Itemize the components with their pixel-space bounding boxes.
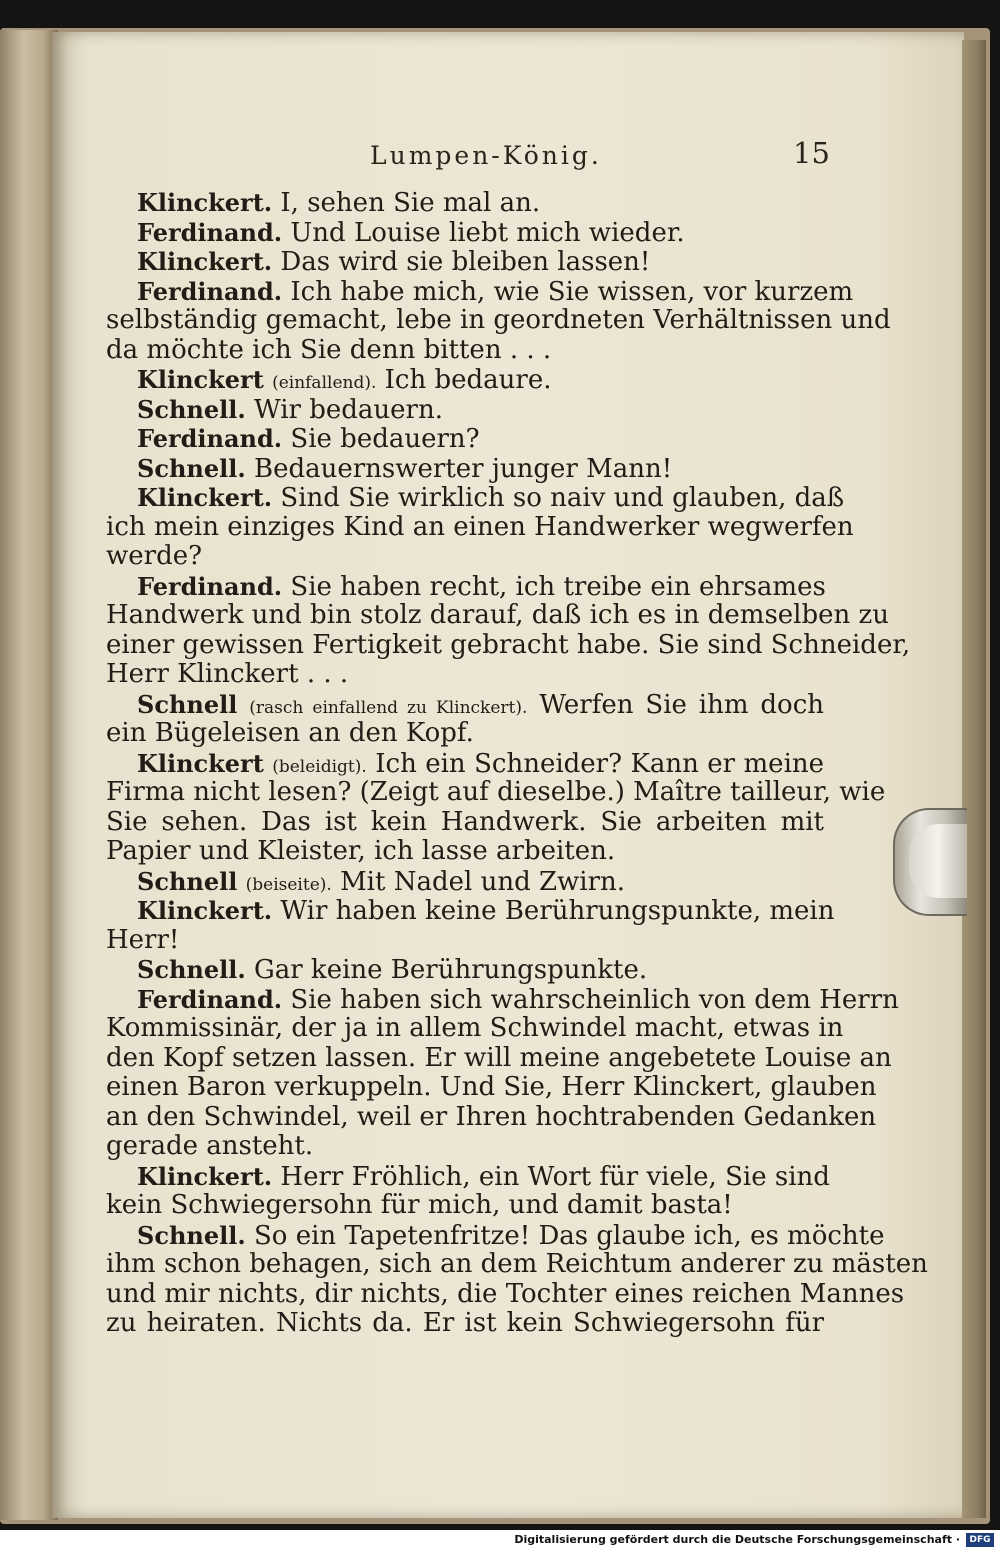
play-text bbox=[106, 188, 928, 1339]
line-text: Handwerk und bin stolz darauf, daß ich es in demselben zu bbox=[106, 600, 889, 630]
page-clip bbox=[893, 808, 967, 916]
line-text: Sind Sie wirklich so naiv und glauben, daß bbox=[280, 483, 845, 513]
line-text: zu heiraten. Nichts da. Er ist kein Schwiegersohn für bbox=[106, 1308, 824, 1338]
line-text: Papier und Kleister, ich lasse arbeiten. bbox=[106, 836, 616, 866]
line-text: Und Louise liebt mich wieder. bbox=[290, 217, 685, 248]
text-line bbox=[106, 1101, 877, 1133]
speaker-name: Schnell. bbox=[137, 1220, 246, 1250]
line-text: Firma nicht lesen? (Zeigt auf dieselbe.) Maître tailleur, wie bbox=[106, 777, 886, 807]
speaker-name: Schnell bbox=[137, 866, 238, 896]
line-text: selbständig gemacht, lebe in geordneten Verhältnissen und bbox=[106, 305, 891, 335]
text-line bbox=[106, 926, 824, 956]
line-text: Mit Nadel und Zwirn. bbox=[340, 866, 626, 897]
speaker-name: Schnell. bbox=[137, 955, 246, 984]
line-text: einer gewissen Fertigkeit gebracht habe. Sie sind Schneider, bbox=[106, 629, 911, 660]
line-text: Werfen Sie ihm doch bbox=[539, 689, 825, 720]
speaker-name: Klinckert. bbox=[137, 247, 273, 276]
line-text: einen Baron verkuppeln. Und Sie, Herr Klinckert, glauben bbox=[106, 1072, 877, 1102]
line-text: den Kopf setzen lassen. Er will meine angebetete Louise an bbox=[106, 1042, 892, 1073]
text-line bbox=[106, 1191, 824, 1221]
previous-pages-edge bbox=[0, 30, 58, 1520]
line-text: Herr! bbox=[106, 924, 180, 955]
speaker-name: Ferdinand. bbox=[137, 217, 283, 247]
text-line bbox=[106, 1309, 824, 1339]
text-line bbox=[106, 305, 891, 336]
line-text: Sie haben recht, ich treibe ein ehrsames bbox=[290, 571, 826, 602]
line-text: Ich bedaure. bbox=[384, 365, 552, 395]
line-text: werde? bbox=[106, 541, 203, 571]
text-line bbox=[106, 511, 854, 543]
funding-credit: Digitalisierung gefördert durch die Deutsche Forschungsgemeinschaft · bbox=[514, 1533, 960, 1546]
stage-direction: (beiseite). bbox=[245, 874, 332, 895]
line-text: Kommissinär, der ja in allem Schwindel macht, etwas in bbox=[106, 1013, 844, 1043]
text-line bbox=[106, 749, 824, 779]
speaker-name: Ferdinand. bbox=[137, 984, 283, 1014]
stage-direction: (rasch einfallend zu Klinckert). bbox=[249, 697, 528, 718]
text-line bbox=[106, 955, 824, 985]
speaker-name: Schnell bbox=[137, 689, 238, 719]
text-line bbox=[106, 218, 824, 248]
line-text: Herr Fröhlich, ein Wort für viele, Sie sind bbox=[280, 1161, 830, 1192]
line-text: Wir bedauern. bbox=[253, 394, 443, 425]
speaker-name: Klinckert bbox=[137, 748, 264, 778]
text-line bbox=[106, 424, 824, 454]
speaker-name: Klinckert. bbox=[137, 188, 273, 217]
line-text: kein Schwiegersohn für mich, und damit basta! bbox=[106, 1190, 733, 1220]
speaker-name: Ferdinand. bbox=[137, 276, 283, 306]
text-line bbox=[106, 719, 824, 749]
line-text: da möchte ich Sie denn bitten . . . bbox=[106, 334, 552, 365]
text-line bbox=[106, 660, 824, 690]
speaker-name: Schnell. bbox=[137, 453, 246, 483]
text-line bbox=[106, 808, 824, 838]
line-text: Das wird sie bleiben lassen! bbox=[280, 247, 651, 277]
stage-direction: (einfallend). bbox=[272, 373, 377, 393]
text-line bbox=[106, 395, 824, 425]
text-line bbox=[106, 336, 824, 366]
line-text: Bedauernswerter junger Mann! bbox=[253, 453, 673, 484]
page-number: 15 bbox=[793, 136, 830, 170]
text-line bbox=[106, 1278, 905, 1310]
text-line bbox=[106, 837, 824, 867]
line-text: I, sehen Sie mal an. bbox=[280, 188, 541, 218]
text-line bbox=[106, 1072, 877, 1103]
line-text: ihm schon behagen, sich an dem Reichtum anderer zu mästen bbox=[106, 1249, 928, 1279]
line-text: ein Bügeleisen an den Kopf. bbox=[106, 718, 474, 748]
speaker-name: Ferdinand. bbox=[137, 571, 283, 601]
text-line bbox=[106, 247, 824, 277]
line-text: ich mein einziges Kind an einen Handwerker wegwerfen bbox=[106, 511, 854, 542]
line-text: Wir haben keine Berührungspunkte, mein bbox=[280, 896, 835, 926]
speaker-name: Klinckert. bbox=[137, 483, 273, 512]
stage-direction: (beleidigt). bbox=[272, 756, 367, 777]
text-line bbox=[106, 1161, 830, 1192]
text-line bbox=[106, 1249, 928, 1280]
line-text: gerade ansteht. bbox=[106, 1131, 314, 1161]
text-line bbox=[106, 454, 824, 484]
speaker-name: Klinckert bbox=[137, 365, 264, 394]
text-line bbox=[106, 1220, 885, 1251]
dfg-logo: DFG bbox=[966, 1533, 994, 1547]
text-line bbox=[106, 896, 835, 926]
line-text: an den Schwindel, weil er Ihren hochtrabenden Gedanken bbox=[106, 1101, 877, 1132]
text-line bbox=[106, 984, 899, 1015]
running-title: Lumpen-König. bbox=[370, 141, 602, 170]
page-stack-edge bbox=[962, 40, 986, 1518]
speaker-name: Klinckert. bbox=[137, 896, 273, 925]
line-text: und mir nichts, dir nichts, die Tochter eines reichen Mannes bbox=[106, 1278, 905, 1309]
text-line bbox=[106, 572, 824, 602]
text-line bbox=[106, 600, 889, 631]
speaker-name: Klinckert. bbox=[137, 1161, 273, 1191]
line-text: Sie haben sich wahrscheinlich von dem Herrn bbox=[290, 984, 899, 1015]
text-line bbox=[106, 188, 824, 218]
text-line bbox=[106, 483, 845, 513]
text-line bbox=[106, 690, 824, 720]
speaker-name: Schnell. bbox=[137, 394, 246, 424]
text-line bbox=[106, 777, 886, 808]
speaker-name: Ferdinand. bbox=[137, 424, 283, 453]
text-line bbox=[106, 867, 824, 897]
text-line bbox=[106, 365, 824, 395]
text-line bbox=[106, 276, 854, 307]
line-text: Ich ein Schneider? Kann er meine bbox=[375, 748, 825, 779]
text-line bbox=[106, 1013, 844, 1044]
line-text: Gar keine Berührungspunkte. bbox=[253, 955, 648, 985]
line-text: Sie sehen. Das ist kein Handwerk. Sie arbeiten mit bbox=[106, 806, 824, 837]
line-text: Herr Klinckert . . . bbox=[106, 659, 349, 689]
line-text: Sie bedauern? bbox=[290, 424, 480, 454]
text-line bbox=[106, 1132, 824, 1162]
line-text: So ein Tapetenfritze! Das glaube ich, es möchte bbox=[253, 1220, 885, 1251]
text-line bbox=[106, 542, 824, 572]
text-line bbox=[106, 629, 911, 661]
line-text: Ich habe mich, wie Sie wissen, vor kurzem bbox=[290, 276, 854, 307]
text-line bbox=[106, 1042, 892, 1074]
